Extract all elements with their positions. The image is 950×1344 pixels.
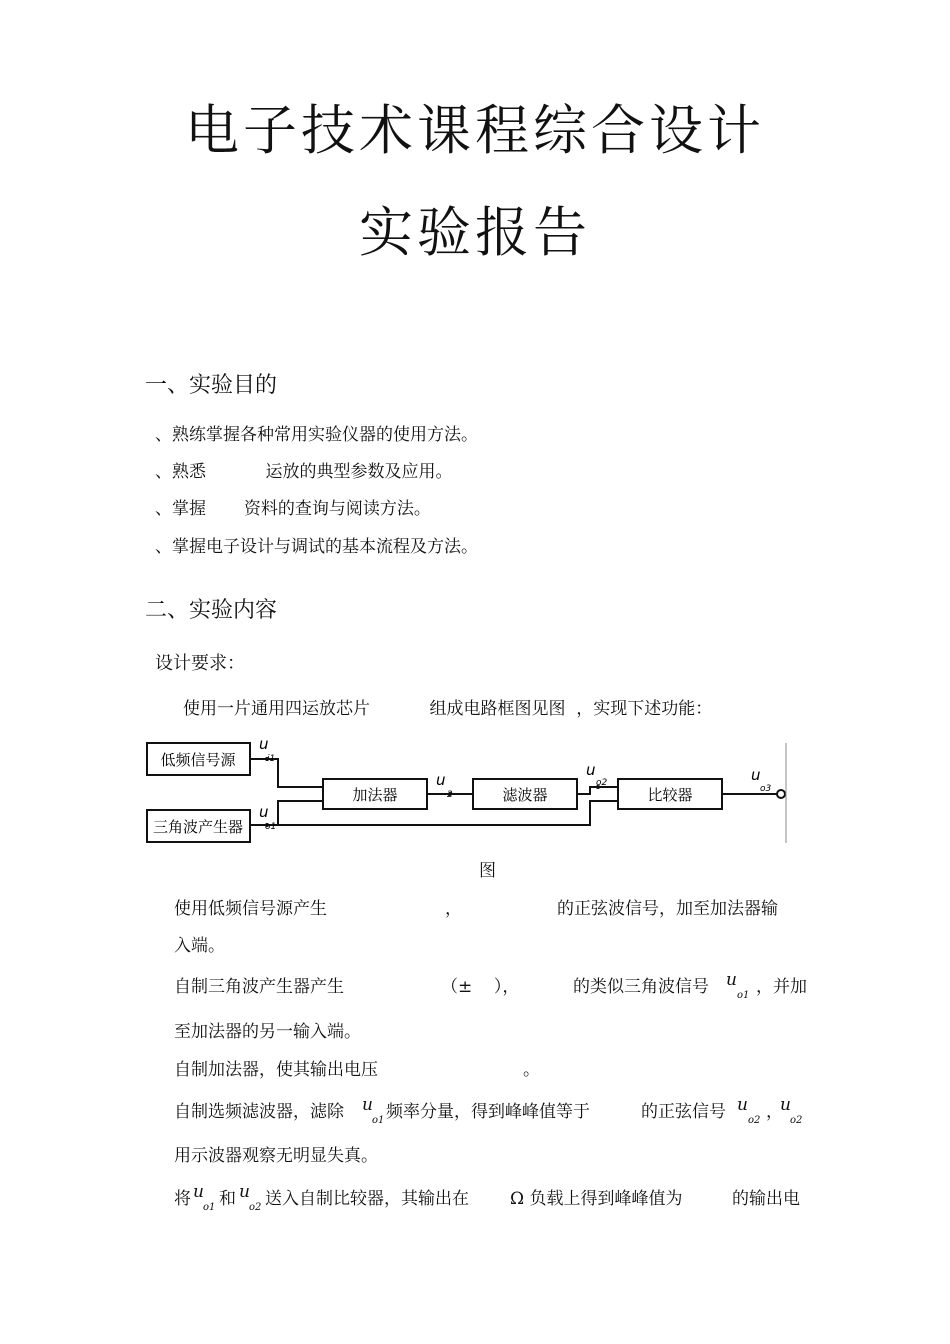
para5-s2: o2 — [249, 1202, 262, 1213]
signal-sub-o2: o2 — [596, 778, 608, 788]
intro-text: 使用一片通用四运放芯片 组成电路框图见图 ，实现下述功能： — [183, 699, 713, 719]
para5-d: Ω 负载上得到峰峰值为 — [510, 1189, 683, 1209]
title-line-2: 实验报告 — [359, 201, 591, 264]
para4-line2: 用示波器观察无明显失真。 — [174, 1146, 378, 1166]
para2-line2: 至加法器的另一输入端。 — [174, 1022, 361, 1042]
para1-c: 的正弦波信号，加至加法器输 — [557, 899, 778, 919]
para4-c: 的正弦信号 — [641, 1102, 726, 1122]
para5-b: 和 — [219, 1189, 236, 1209]
para4-s1: o1 — [372, 1115, 385, 1126]
signal-u-o2: u — [586, 761, 596, 779]
para5-a: 将 — [174, 1189, 191, 1209]
design-requirements-label: 设计要求： — [155, 653, 245, 674]
para4-b: 频率分量，得到峰峰值等于 — [386, 1102, 590, 1122]
signal-u-adder-out: u — [436, 771, 446, 789]
para1-b: ， — [445, 899, 462, 919]
para3-a: 自制加法器，使其输出电压 — [174, 1060, 378, 1080]
filter-label: 滤波器 — [502, 786, 548, 804]
signal-sub-adder-out: 2 — [447, 790, 453, 800]
para2-u: u — [726, 970, 737, 990]
triangle-generator-label: 三角波产生器 — [152, 818, 244, 836]
figure-caption: 图 — [479, 861, 496, 881]
para2-d: ，并加 — [756, 977, 807, 997]
signal-u-i1: u — [259, 735, 269, 753]
signal-sub-i1: i1 — [267, 754, 276, 764]
para4-a: 自制选频滤波器，滤除 — [174, 1102, 344, 1122]
signal-sub-o1: o1 — [265, 822, 277, 832]
signal-u-o1: u — [259, 803, 269, 821]
para4-s3: o2 — [790, 1115, 803, 1126]
para4-d: ， — [766, 1102, 783, 1122]
para5-c: 送入自制比较器，其输出在 — [265, 1189, 469, 1209]
purpose-item-3: 、掌握 资料的查询与阅读方法。 — [155, 499, 431, 519]
para5-u2: u — [239, 1182, 250, 1202]
para4-u1: u — [362, 1095, 373, 1115]
low-freq-source-label: 低频信号源 — [160, 751, 236, 769]
para2-a: 自制三角波产生器产生 — [174, 977, 344, 997]
para2-b: （± ）， — [441, 977, 520, 997]
section-heading-purpose: 一、实验目的 — [145, 373, 278, 398]
signal-sub-o3: o3 — [760, 784, 772, 794]
para4-u3: u — [780, 1095, 791, 1115]
adder-label: 加法器 — [352, 786, 398, 804]
para5-s1: o1 — [203, 1202, 216, 1213]
para5-u1: u — [193, 1182, 204, 1202]
purpose-item-4: 、掌握电子设计与调试的基本流程及方法。 — [155, 537, 478, 557]
para5-e: 的输出电 — [732, 1189, 800, 1209]
purpose-item-1: 、熟练掌握各种常用实验仪器的使用方法。 — [155, 425, 478, 445]
para2-sub: o1 — [737, 990, 750, 1001]
para3-b: 。 — [523, 1060, 540, 1080]
para2-c: 的类似三角波信号 — [573, 977, 709, 997]
title-line-1: 电子技术课程综合设计 — [185, 99, 765, 162]
para1-a: 使用低频信号源产生 — [174, 899, 327, 919]
block-diagram — [140, 735, 800, 850]
para1-line2: 入端。 — [174, 936, 225, 956]
purpose-item-2: 、熟悉 运放的典型参数及应用。 — [155, 462, 453, 482]
para4-u2: u — [737, 1095, 748, 1115]
signal-u-o3: u — [751, 766, 761, 784]
section-heading-content: 二、实验内容 — [145, 598, 278, 623]
para4-s2: o2 — [748, 1115, 761, 1126]
comparator-label: 比较器 — [647, 786, 693, 804]
